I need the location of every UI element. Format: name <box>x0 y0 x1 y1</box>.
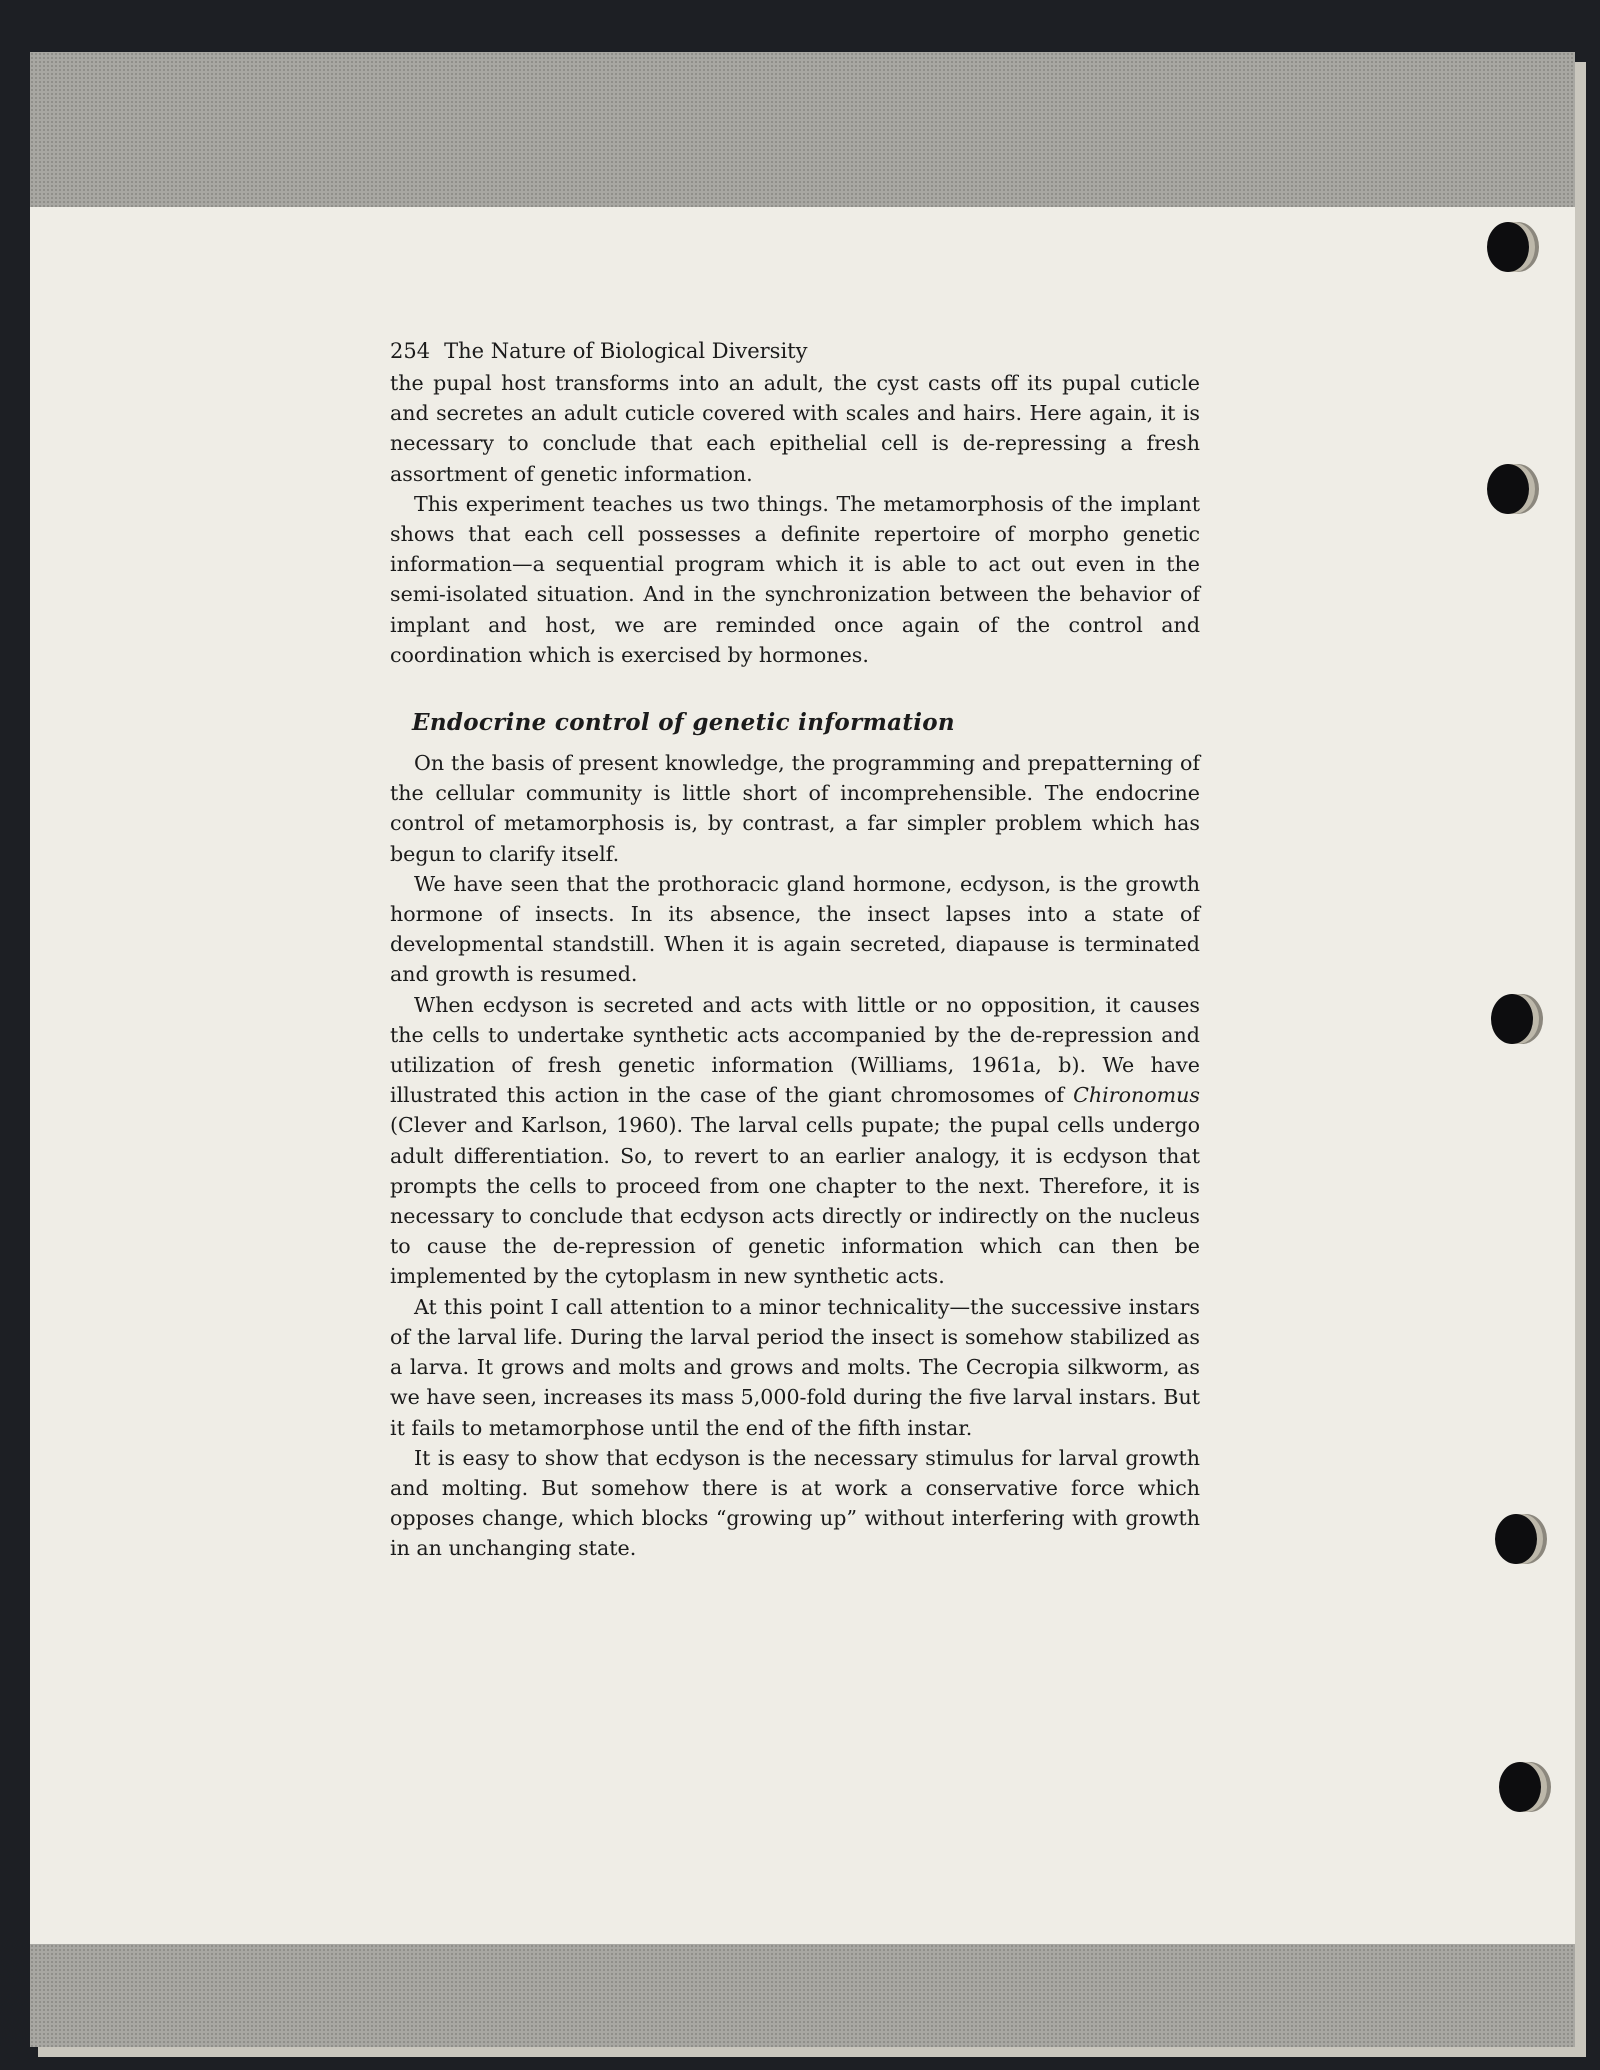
binder-hole-icon <box>1499 1762 1541 1812</box>
binder-hole-icon <box>1495 1514 1537 1564</box>
paragraph: We have seen that the prothoracic gland hormone, ecdyson, is the growth hormone of insects. In its absence, the insect lapses into a state of developmental standstill. When it is again secreted, diapause is terminated and growth is resumed. <box>390 871 1200 987</box>
paragraph <box>390 990 1200 1292</box>
binder-hole-icon <box>1487 464 1529 514</box>
running-title: The Nature of Biological Diversity <box>444 339 808 363</box>
paragraph: the pupal host transforms into an adult, the cyst casts off its pupal cuticle and secretes an adult cuticle covered with scales and hairs. Here again, it is necessary to conclude that each epithelial cell is de-repressing a fresh assortment of genetic information. <box>390 371 1200 486</box>
page-text-block <box>390 336 1200 1564</box>
page-number: 254 <box>390 339 431 363</box>
section-heading: Endocrine control of genetic information <box>412 709 955 737</box>
running-head <box>390 336 1200 366</box>
top-scan-band <box>30 52 1575 207</box>
text-span: When ecdyson is secreted and acts with little or no opposition, it causes the cells to undertake synthetic acts accompanied by the de-repression and utilization of fresh genetic information (Williams, 1961a, b). We have illustrated this action in the case of the giant chromosomes of <box>390 992 1200 1108</box>
paragraph: On the basis of present knowledge, the programming and prepatterning of the cellular community is little short of incomprehensible. The endocrine control of metamorphosis is, by contrast, a far simpler problem which has begun to clarify itself. <box>390 751 1200 866</box>
text-span: (Clever and Karlson, 1960). The larval cells pupate; the pupal cells undergo adult differentiation. So, to revert to an earlier analogy, it is ecdyson that prompts the cells to proceed from one chapter to the next. Therefore, it is necessary to conclude that ecdyson acts directly or indirectly on the nucleus to cause the de-repression of genetic information which can then be implemented by the cytoplasm in new synthetic acts. <box>390 1113 1200 1289</box>
paragraph: It is easy to show that ecdyson is the necessary stimulus for larval growth and molting. But somehow there is at work a conservative force which opposes change, which blocks “growing up” without interfering with growth in an unchanging state. <box>390 1445 1200 1561</box>
italic-term: Chironomus <box>1073 1083 1200 1108</box>
paragraph: At this point I call attention to a minor technicality—the successive instars of the larval life. During the larval period the insect is somehow stabilized as a larva. It grows and molts and grows and molts. The Cecropia silkworm, as we have seen, increases its mass 5,000-fold during the five larval instars. But it fails to metamorphose until the end of the fifth instar. <box>390 1294 1200 1440</box>
bottom-scan-band <box>30 1944 1575 2047</box>
binder-hole-icon <box>1487 222 1529 272</box>
binder-hole-icon <box>1491 994 1533 1044</box>
paragraph: This experiment teaches us two things. The metamorphosis of the implant shows that each cell possesses a definite repertoire of morpho genetic information—a sequential program which it is able to act out even in the semi-isolated situation. And in the synchronization between the behavior of implant and host, we are reminded once again of the control and coordination which is exercised by hormones. <box>390 491 1200 667</box>
